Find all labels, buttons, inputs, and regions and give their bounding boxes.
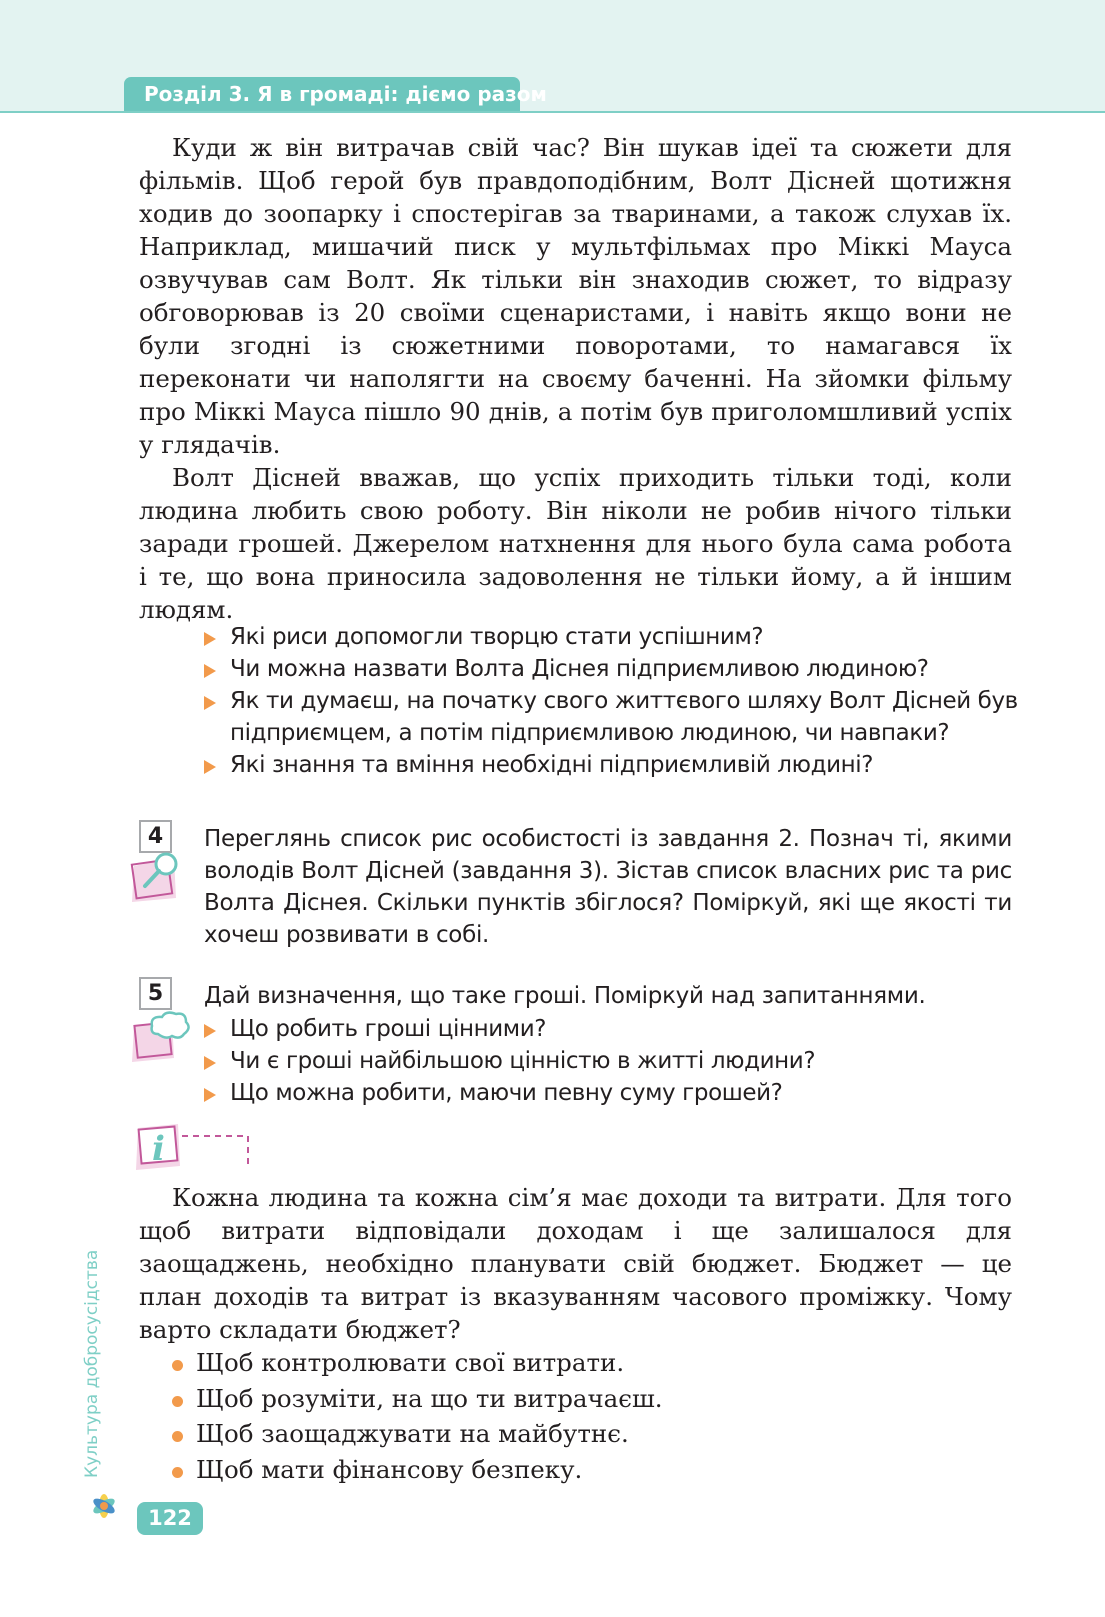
info-icon (134, 1118, 254, 1176)
task-number-4: 4 (139, 820, 172, 853)
list-item: Чи можна назвати Волта Діснея підприємливою людиною? (203, 653, 1023, 685)
bullet-dot-icon (172, 1467, 183, 1478)
budget-text (139, 1181, 1012, 1346)
side-section-label: Культура добросусідства (82, 1249, 102, 1478)
paragraph: Кожна людина та кожна сім’я має доходи та витрати. Для того щоб витрати відповідали доходам і ще залишалося для заощаджень, необхідно планувати свій бюджет. Бюджет — це план доходів та витрат із вказуванням часового проміжку. Чому варто складати бюджет? (139, 1183, 1012, 1344)
list-item: Щоб заощаджувати на майбутнє. (170, 1416, 663, 1452)
budget-reasons (170, 1345, 663, 1487)
list-item: Які знання та вміння необхідні підприємливій людині? (203, 749, 1023, 781)
magnifier-icon (128, 850, 188, 910)
flower-icon (88, 1490, 120, 1522)
bullet-triangle-icon (204, 696, 216, 710)
list-item: Що робить гроші цінними? (203, 1013, 1023, 1045)
page-number: 122 (137, 1502, 203, 1535)
list-item: Як ти думаєш, на початку свого життєвого шляху Волт Дісней був підприємцем, а потім підприємливою людиною, чи навпаки? (203, 685, 1023, 749)
task-5-questions (203, 1013, 1023, 1109)
speech-bubble-icon (128, 1008, 194, 1068)
list-item: Щоб контролювати свої витрати. (170, 1345, 663, 1381)
list-item: Чи є гроші найбільшою цінністю в житті людини? (203, 1045, 1023, 1077)
story-text (139, 131, 1012, 626)
task-number-5: 5 (139, 977, 172, 1010)
list-item: Щоб розуміти, на що ти витрачаєш. (170, 1381, 663, 1417)
task-5-text: Дай визначення, що таке гроші. Поміркуй над запитаннями. (204, 983, 926, 1009)
paragraph: Волт Дісней вважав, що успіх приходить тільки тоді, коли людина любить свою роботу. Він ніколи не робив нічого тільки заради грошей. Джерелом натхнення для нього була сама робота і те, що вона приносила задоволення не тільки йому, а й іншим людям. (139, 463, 1012, 624)
bullet-triangle-icon (204, 1056, 216, 1070)
list-item: Щоб мати фінансову безпеку. (170, 1452, 663, 1488)
bullet-triangle-icon (204, 632, 216, 646)
bullet-triangle-icon (204, 664, 216, 678)
bullet-dot-icon (172, 1360, 183, 1371)
bullet-triangle-icon (204, 1088, 216, 1102)
task-4-text: Переглянь список рис особистості із завдання 2. Познач ті, якими володів Волт Дісней (завдання 3). Зістав список власних рис та рис Волта Діснея. Скільки пунктів збіглося? Поміркуй, які ще якості ти хочеш розвивати в собі. (204, 826, 1012, 948)
list-item: Які риси допомогли творцю стати успішним? (203, 621, 1023, 653)
bullet-triangle-icon (204, 1024, 216, 1038)
bullet-dot-icon (172, 1396, 183, 1407)
bullet-triangle-icon (204, 760, 216, 774)
list-item: Що можна робити, маючи певну суму грошей? (203, 1077, 1023, 1109)
paragraph: Куди ж він витрачав свій час? Він шукав ідеї та сюжети для фільмів. Щоб герой був правдоподібним, Волт Дісней щотижня ходив до зоопарку і спостерігав за тваринами, а також слухав їх. Наприклад, мишачий писк у мультфільмах про Міккі Мауса озвучував сам Волт. Як тільки він знаходив сюжет, то відразу обговорював із 20 своїми сценаристами, і навіть якщо вони не були згодні із сюжетними поворотами, то намагався їх переконати чи наполягти на своєму баченні. На зйомки фільму про Міккі Мауса пішло 90 днів, а потім був приголомшливий успіх у глядачів. (139, 133, 1012, 459)
discussion-questions (203, 621, 1023, 781)
info-letter: i (152, 1129, 165, 1169)
chapter-title: Розділ 3. Я в громаді: діємо разом (124, 77, 520, 111)
bullet-dot-icon (172, 1431, 183, 1442)
